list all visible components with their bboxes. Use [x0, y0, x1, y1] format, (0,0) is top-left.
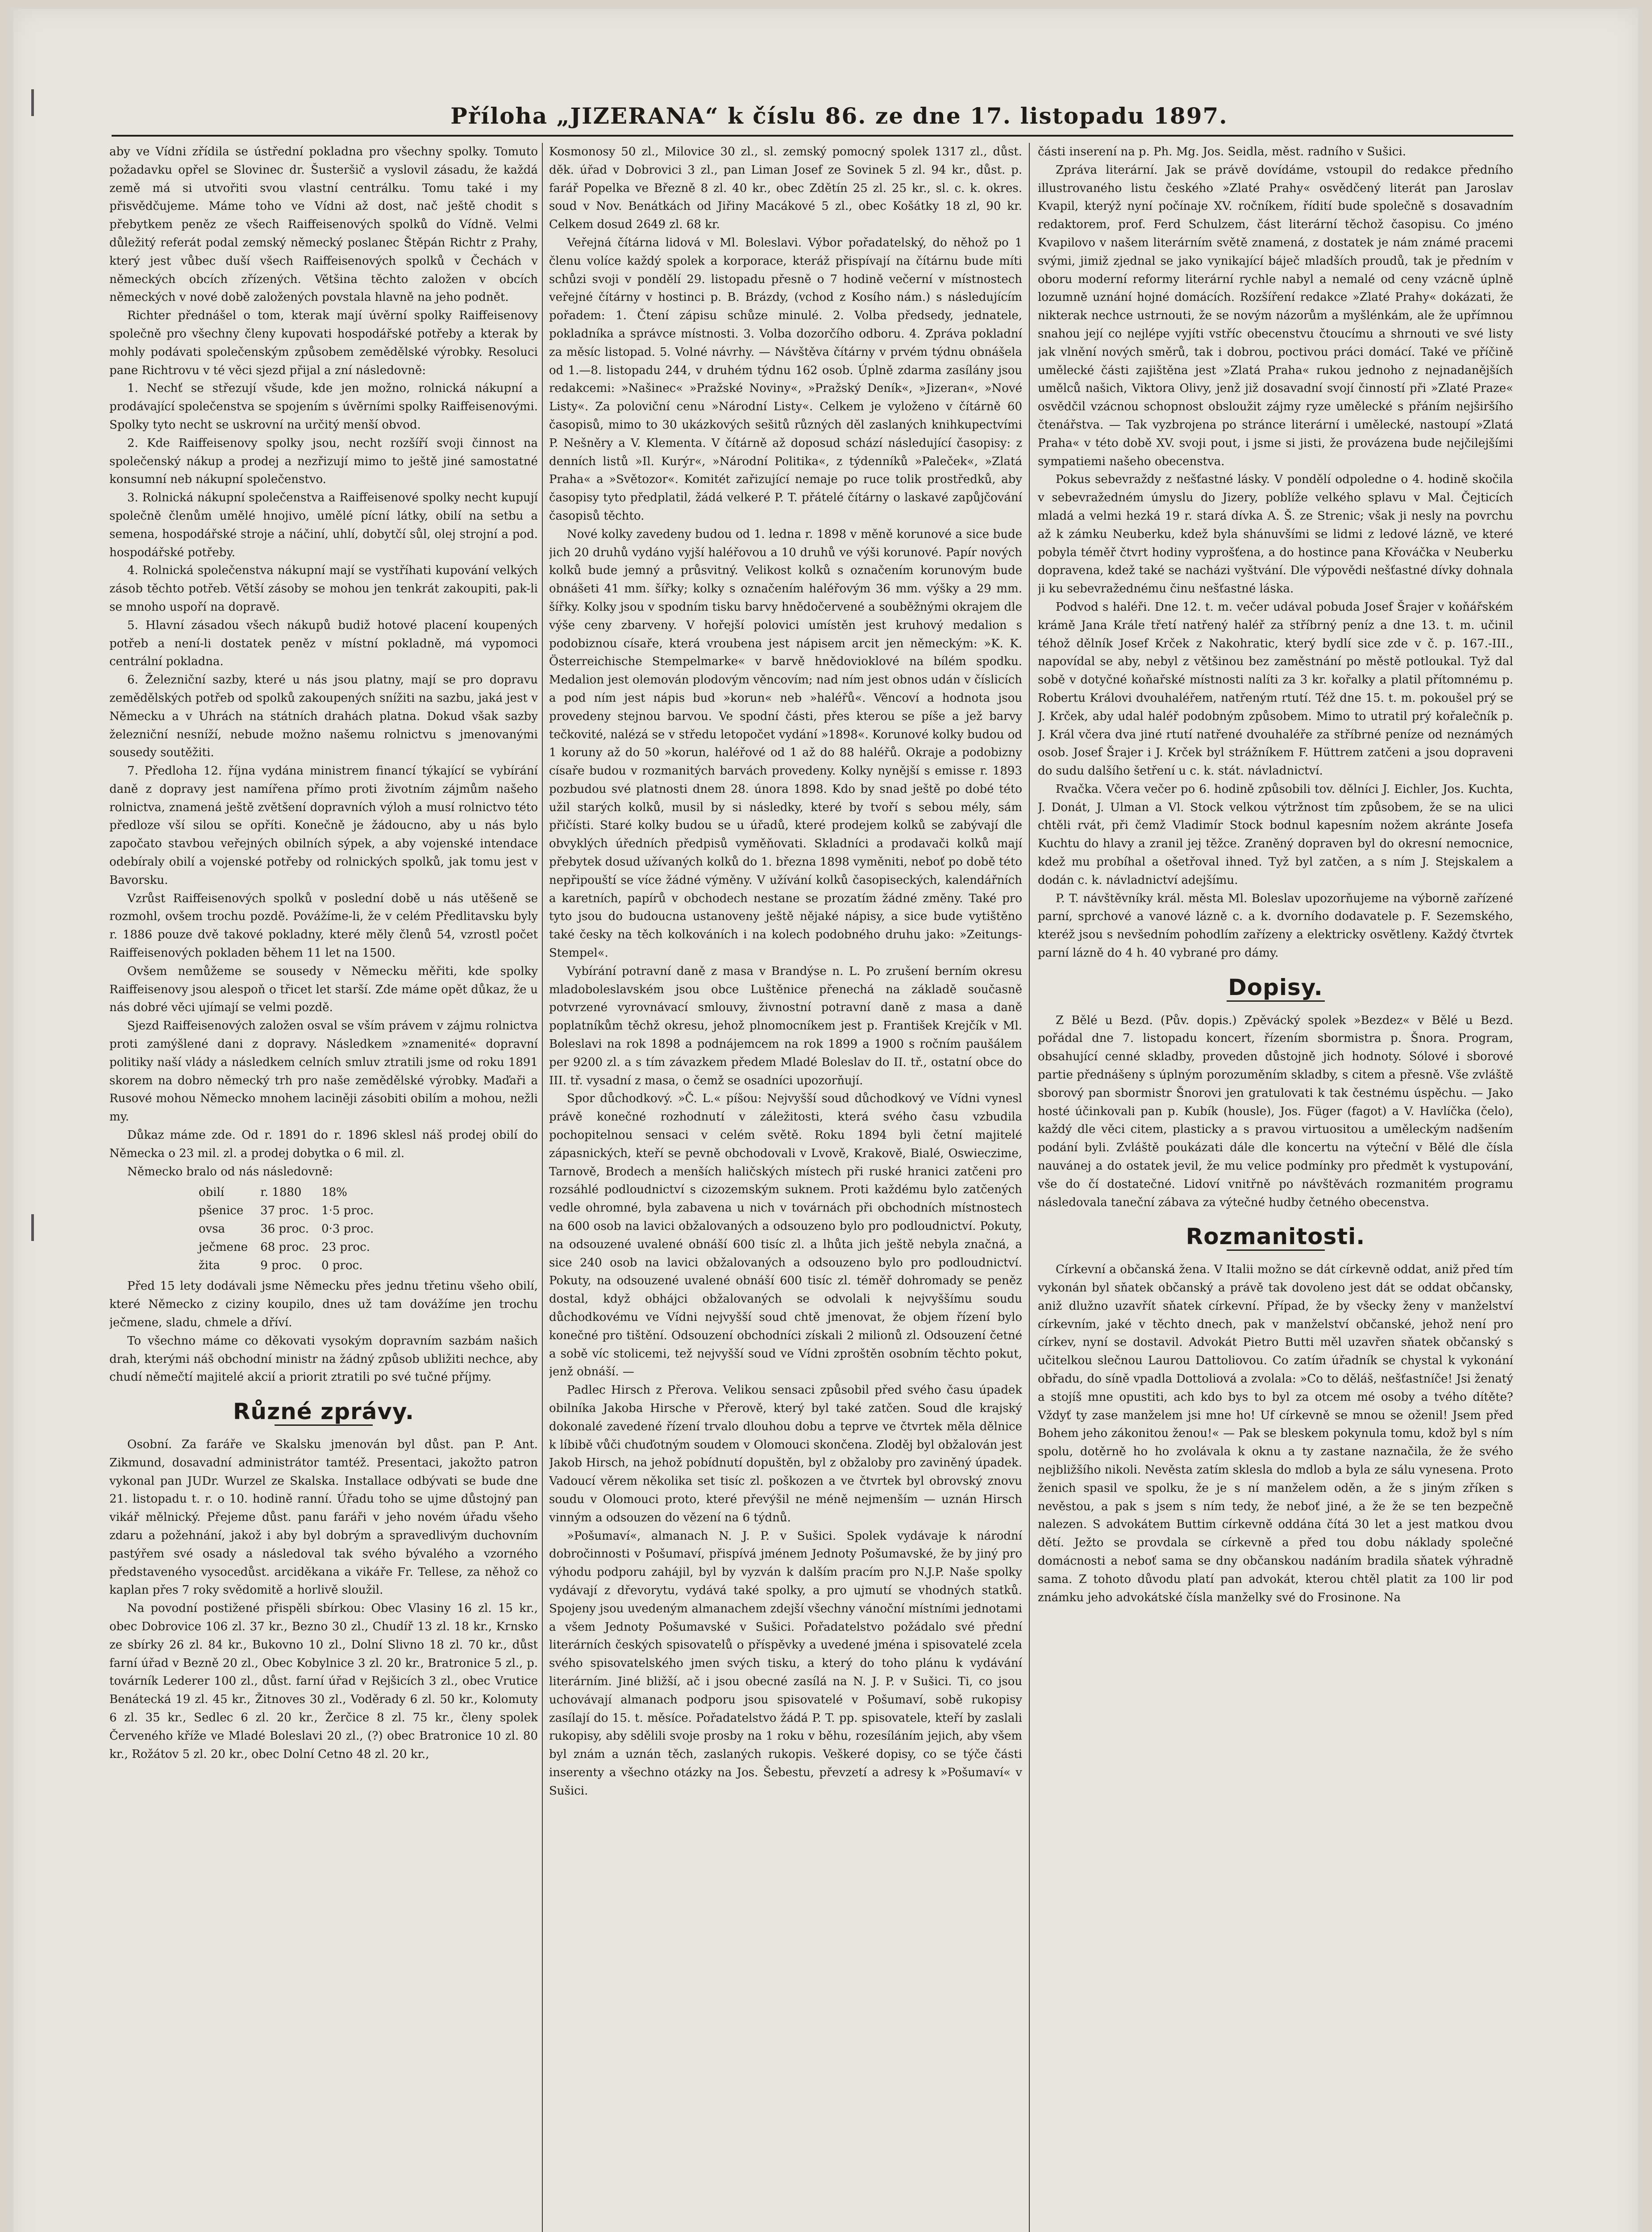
table-cell: obilí [199, 1186, 225, 1199]
binding-mark [31, 89, 34, 116]
heading-underline [1227, 1000, 1325, 1002]
news-item: Nové kolky zavedeny budou od 1. ledna r. 1898 v měně korunové a sice bude jich 20 druhů vydáno vyjší haléřovou a 10 druhů ve výši korunové. Papír nových kolků bude jemný a průsvitný. Velikost kolků s označením korunovým bude obnášeti 41 mm. šířky; kolky s označením haléřovým 36 mm. výšky a 29 mm. šířky. Kolky jsou v spodním tisku barvy hnědočervené a souběžnými okrajem dle výše ceny zbarveny. V hořejší polovici umístěn jest kruhový medalion s podobiznou císaře, která vroubena jest nápisem arcit jen německým: »K. K. Österreichische Stempelmarke« v barvě hnědovioklové na bílém spodku. Medalion jest olemován plodovým věncovím; nad ním jest obnos udán v číslicích a pod ním jest nápis bud »korun« neb »haléřů«. Věncoví a hodnota jsou provedeny stejnou barvou. Ve spodní části, přes kterou se píše a jež barvy tečkovité, nalézá se v středu letopočet vydání »1898«. Korunové kolky budou od 1 koruny až do 50 »korun, haléřové od 1 až do 88 haléřů. Okraje a podobizny císaře budou v rozmanitých barvách provedeny. Kolky nynější s emisse r. 1893 pozbudou své platnosti dnem 28. února 1898. Kdo by snad ještě po dobé této užil starých kolků, musil by si následky, které by tvoří s sebou mély, sám přičísti. Staré kolky budou se u úřadů, které prodejem kolků se zabývají dle obvyklých úředních předpisů vyměňovati. Skladníci a prodavači kolků mají přebytek dosud užívaných kolků do 1. března 1898 vyměniti, neboť po době této nepřipouští se více žádné výměny. V užívání kolků časopiseckých, kalendářních a karetních, papírů v obchodech nestane se prozatím žádné změny. Také pro tyto jsou do budoucna ustanoveny ještě nějaké nápisy, a sice bude vytištěno také česky na těch kolkováních i na kolech podobného druhu jako: »Zeitungs-Stempel«. [549, 527, 1022, 960]
export-statistics-table [199, 1183, 386, 1274]
newspaper-page [13, 9, 1638, 2232]
article-paragraph: Vzrůst Raiffeisenových spolků v poslední době u nás utěšeně se rozmohl, ovšem trochu pozdě. Povážíme-li, že v celém Předlitavsku byly r. 1886 pouze dvě takové pokladny, které měly členů 54, vzrostl počet Raiffeisenových pokladen během 11 let na 1500. [109, 891, 538, 960]
news-item: Veřejná čítárna lidová v Ml. Boleslavi. Výbor pořadatelský, do něhož po 1 členu volíce každý spolek a korporace, kteráž přispívají na čítárnu bude míti schůzi svoji v pondělí 29. listopadu přesně o 7 hodině večerní v místnostech veřejné čítárny v hostinci p. B. Brázdy, (vchod z Kosího nám.) s následujícím pořadem: 1. Čtení zápisu schůze minulé. 2. Volba předsedy, jednatele, pokladníka a správce místnosti. 3. Volba dozorčího odboru. 4. Zpráva pokladní za měsíc listopad. 5. Volné návrhy. — Návštěva čítárny v prvém týdnu obnášela od 1.—8. listopadu 244, v druhém týdnu 162 osob. Úplně zdarma zasílány jsou redakcemi: »Našinec« »Pražské Noviny«, »Pražský Deník«, »Jizeran«, »Nové Listy«. Za poloviční cenu »Národní Listy«. Celkem je vyloženo v čítárně 60 časopisů, mimo to 30 ukázkových sešitů různých děl zaslaných knihkupectvími P. Nešněry a V. Klementa. V čítárně až doposud schází následující časopisy: z denních listů »Il. Kurýr«, »Národní Politika«, z týdenníků »Paleček«, »Zlatá Praha« a »Světozor«. Komitét zařizující nemaje po ruce tolik prostředků, aby časopisy tyto předplatil, žádá velkeré P. T. přátelé čítárny o laskavé zapůjčování časopisů těchto. [549, 236, 1022, 523]
article-paragraph: Richter přednášel o tom, kterak mají úvěrní spolky Raiffeisenovy společně pro všechny členy kupovati hospodářské potřeby a kterak by mohly podávati společenským způsobem zemědělské výrobky. Resoluci pane Richtrovu v té věci sjezd přijal a zní následovně: [109, 309, 538, 377]
table-cell: ječmene [199, 1240, 248, 1254]
article-paragraph: 6. Železniční sazby, které u nás jsou platny, mají se pro dopravu zemědělských potřeb od spolků zakoupených snížiti na sazbu, jaká jest v Německu a v Uhrách na státních drahách platna. Dokud však sazby železniční nesníží, nebude možno našemu rolnictvu s jmenovanými sousedy soutěžiti. [109, 673, 538, 760]
table-row [199, 1220, 386, 1238]
binding-mark [31, 1214, 34, 1241]
section-heading-text: Dopisy. [1228, 974, 1323, 1000]
page-header-title: Příloha „JIZERANA“ k číslu 86. ze dne 17. listopadu 1897. [450, 103, 1228, 129]
news-item: Spor důchodkový. »Č. L.« píšou: Nejvyšší soud důchodkový ve Vídni vynesl právě konečné rozhodnutí v záležitosti, která svého času vzbudila pochopitelnou sensaci v celém světě. Roku 1894 byli četní majitelé zápasnických, kteří se pevně obchodovali v Lvově, Krakově, Bialé, Oswieczime, Tarnově, Brodech a menších haličských místech při ruské hranici zatčeni pro rozsáhlé podloudnictví s cizozemským suknem. Proti každému bylo zatčených vedle ohromné, byla zabavena u nich v továrnách při obchodních místnostech na 600 osob na lavici obžalovaných a odsouzeno bylo pro podloudnictví. Pokuty, na odsouzené uvalené obnáší 600 tisíc zl. a lhůta jich ještě nebyla značná, a sice 240 osob na lavici obžalovaných a odsouzeno bylo pro podloudnictví. Pokuty, na odsouzené uvalené obnáší 600 tisíc zl. téměř dohromady se peněz dostal, když obhájci obžalovaných se odvolali k nejvyššímu soudu důchodkovému ve Vídni nejvyšší soud chtě jmenovat, že objem řízení bylo konečné pro tištění. Odsouzení obchodníci získali 2 milionů zl. Odsouzení četné a sobě víc stolicemi, tež nejvyšší soud ve Vídni zproštěn osobním těchto pokut, jenž obnáší. — [549, 1092, 1022, 1379]
column-1 [109, 143, 538, 2232]
article-paragraph: Ovšem nemůžeme se sousedy v Německu měřiti, kde spolky Raiffeisenovy jsou alespoň o třicet let starší. Zde máme opět důkaz, že u nás dobré věci ujímají se velmi pozdě. [109, 964, 538, 1015]
article-paragraph: 5. Hlavní zásadou všech nákupů budiž hotové placení koupených potřeb a není-li dostatek peněz v místní pokladně, má vypomoci centrální pokladna. [109, 618, 538, 669]
table-cell: 68 proc. [260, 1240, 309, 1254]
news-item: Kosmonosy 50 zl., Milovice 30 zl., sl. zemský pomocný spolek 1317 zl., důst. děk. úřad v Dobrovici 3 zl., pan Liman Josef ze Sovinek 5 zl. 94 kr., důst. p. farář Popelka ve Březně 8 zl. 40 kr., obec Zdětín 25 zl. 25 kr., sl. c. k. okres. soud v Nov. Benátkách od Jiřiny Macákové 5 zl., obec Košátky 18 zl, 90 kr. Celkem dosud 2649 zl. 68 kr. [549, 145, 1022, 232]
news-item: Padlec Hirsch z Přerova. Velikou sensaci způsobil před svého času úpadek obilníka Jakoba Hirsche v Přerově, který byl také zatčen. Soud dle krajský dokonalé zavedené řízení trvalo dlouhou dobu a teprve ve čtvrtek měla dělnice k líbibě vůči chuďotným soudem v Olomouci skončena. Zloděj byl obžalován jest Jakob Hirsch, na jehož pobídnutí dopuštěn, byl z obžaloby pro zaviněný úpadek. Vadoucí věrem několika set tisíc zl. poškozen a ve čtvrtek byl obrovský znovu soudu v Olomouci proto, které převýšil ne méně nejmenším — uznán Hirsch vinným a odsouzen do vězení na 6 týdnů. [549, 1383, 1022, 1524]
news-item: »Pošumaví«, almanach N. J. P. v Sušici. Spolek vydávaje k národní dobročinnosti v Pošumaví, přispívá jménem Jednoty Pošumavské, že by jiný pro výhodu podporu zahájil, byl by vyzván k dalším pracím pro N.J.P. Naše spolky vydávají z dřevorytu, vydává také spolky, a pro ujmutí se vhodných statků. Spojeny jsou uvedeným almanachem zdejší všechny vánoční místními jednotami a všem Jednoty Pošumavské v Sušici. Pořadatelstvo požádalo své přední literárních českých spisovatelů o příspěvky a uvedené jména i spisovatelé zcela svého spisovatelského jmen svých tisku, a který do toho plánu k vydávání literárním. Jiné bližší, ač i jsou obecné zasílá na N. J. P. v Sušici. Ti, co jsou uchovávají almanach podporu jsou spisovatelé v Pošumaví, sobě rukopisy zasílají do 15. t. měsíce. Pořadatelstvo žádá P. T. pp. spisovatele, kteří by zaslali rukopisy, aby sdělili svoje prosby na 1 roku v běhu, rozesíláním jejich, aby všem byl znám a uznán těch, zaslaných rukopis. Veškeré dopisy, co se týče části inserenty a všechno otázky na Jos. Šebestu, převzetí a adresy k »Pošumaví« v Sušici. [549, 1529, 1022, 1798]
section-heading-text: Rozmanitosti. [1186, 1224, 1365, 1250]
news-item: Podvod s haléři. Dne 12. t. m. večer udával pobuda Josef Šrajer v koňářském krámě Jana Krále třetí natřený haléř za stříbrný peníz a dne 13. t. m. učinil téhož dělník Josef Krček z Nakohratic, který bydlí sice zde v č. p. 167.-III., napovídal se aby, nebyl z většinou bez zaměstnání po městě potloukal. Tyž dal sobě v dotyčné koňařské místnosti nalíti za 3 kr. kořalky a platil přítomnému p. Robertu Královi dvouhaléřem, natřeným rtutí. Též dne 15. t. m. pokoušel prý se J. Krček, aby udal haléř podobným způsobem. Mimo to utratil prý kořalečník p. J. Král včera dva jiné rtutí natřené dvouhaléře za stříbrné peníze od neznámých osob. Josef Šrajer i J. Krček byl strážníkem F. Hüttrem zatčeni a jsou dopraveni do sudu dalšího šetření u c. k. stát. návladnictví. [1038, 600, 1513, 778]
article-paragraph: To všechno máme co děkovati vysokým dopravním sazbám našich drah, kterými náš obchodní ministr na žádný způsob ubližiti nechce, aby chudí němečtí majitelé akcií a priorit ztratili po své tučné příjmy. [109, 1334, 538, 1384]
section-heading-dopisy [1038, 974, 1513, 1002]
table-cell: 1·5 proc. [321, 1204, 374, 1218]
article-paragraph: Sjezd Raiffeisenových založen osval se vším právem v zájmu rolnictva proti zamýšlené dani z dopravy. Následkem »znamenité« dopravní politiky naší vlády a následkem celních smluv ztratili jsme od roku 1891 skorem na dobro německý trh pro naše zemědělské výrobky. Maďaři a Rusové mohou Německo mnohem laciněji zásobiti obilím a mohou, nežli my. [109, 1019, 538, 1124]
table-cell: 0 proc. [321, 1258, 363, 1272]
table-cell: r. 1880 [260, 1186, 302, 1199]
article-paragraph: 3. Rolnická nákupní společenstva a Raiffeisenové spolky necht kupují společně členům umělé hnojivo, umělé pícní látky, obilí na setbu a semena, hospodářské stroje a náčiní, uhlí, dobytčí sůl, olej strojní a pod. hospodářské potřeby. [109, 491, 538, 559]
news-item: části inserení na p. Ph. Mg. Jos. Seidla, měst. radního v Sušici. [1038, 145, 1406, 158]
news-item: Vybírání potravní daně z masa v Brandýse n. L. Po zrušení berním okresu mladoboleslavském jsou obce Luštěnice přenechá na základě současně potvrzené vyrovnávací smlouvy, živnostní potravní daně z masa a daně poplatníkům těchž okresu, jehož plnomocníkem jest p. František Krejčík v Ml. Boleslavi na rok 1898 a podnájemcem na rok 1899 a 1900 s ročním paušálem per 9200 zl. a s tím závazkem předem Mladé Boleslav do II. tř., ostatní obce do III. tř. vysadní z masa, o čemž se osadníci upozorňují. [549, 964, 1022, 1087]
news-item: Církevní a občanská žena. V Italii možno se dát církevně oddat, aniž před tím vykonán byl sňatek občanský a právě tak dovoleno jest dát se oddat občansky, aniž dlužno uzavřít sňatek církevní. Případ, že by všecky ženy v manželství církevním, jaké v těchto dnech, pak v manželství občanské, jehož není pro církev, nyní se dostavil. Advokát Pietro Butti měl uzavřen sňatek občanský s učitelkou slečnou Laurou Dattoliovou. Co zatím úřadník se chystal k vykonání obřadu, do síně vpadla Dottoliová a zvolala: »Co to děláš, nešťastníče! Jsi ženatý a stojíš mne opustiti, ach kdo bys to byl za otcem mé osoby a tvého dítěte? Vždyť ty zase manželem jsi mne ho! Uf církevně se mnou se oženil! Jsem před Bohem jeho zákonitou ženou!« — Pak se bleskem pokynula tomu, kdož byl s ním spolu, dotěrně ho ho zvolávala k oknu a ty zastane naznačila, že že svého nejbližšího nikoli. Nevěsta zatím sklesla do mdlob a byla ze sálu vynesena. Proto ženich spasil ve spolku, že je s ní manželem oděn, a že s jiným zříken s nevěstou, a pak s jsem s ním tedy, že neboť jiné, a že že se ten bezpečně nalezen. S advokátem Buttim církevně oddána čítá 30 let a jest matkou dvou dětí. Ježto se provdala se církevně a před tou dobu náklady společné domácnosti a neboť sama se dny občanskou nadáním bradila sňatek výhradně sama. Z tohoto důvodu platí pan advokát, kterou chtěl platit za 100 lir pod známku jeho advokátské čísla manželky své do Frosinone. Na [1038, 1263, 1513, 1604]
table-cell: 36 proc. [260, 1222, 309, 1236]
news-item: Osobní. Za faráře ve Skalsku jmenován byl důst. pan P. Ant. Zikmund, dosavadní administrátor tamtéž. Presentaci, jakožto patron vykonal pan JUDr. Wurzel ze Skalska. Installace odbývati se bude dne 21. listopadu t. r. o 10. hodině ranní. Úřadu toho se ujme důstojný pan vikář mělnický. Přejeme důst. panu faráři v jeho novém úřadu všeho zdaru a požehnání, jakož i aby byl dobrým a spravedlivým duchovním pastýřem své osady a následoval tak svého bývalého a vzorného představeného vysocedůst. arciděkana a vikáře Fr. Tellese, za něhož co kaplan přes 7 roky svědomitě a horlivě sloužil. [109, 1437, 538, 1597]
column-3 [1038, 143, 1513, 2232]
news-item: Pokus sebevraždy z nešťastné lásky. V pondělí odpoledne o 4. hodině skočila v sebevražedném úmyslu do Jizery, poblíže velkého splavu v Mal. Čejticích mladá a velmi hezká 19 r. stará dívka A. Š. ze Strenic; však ji nesly na povrchu až k zámku Neuberku, kdež byla shánuvšími se lidmi z ledové lázně, ve které pobyla téměř čtvrt hodiny vyprošťena, a do hostince pana Křováčka v Neuberku dopravena, kdež také se nacházi vyštvání. Dle výpovědi nešťastné dívky dohnala ji ku sebevražednému činu nešťastné láska. [1038, 473, 1513, 596]
table-cell: pšenice [199, 1204, 244, 1218]
heading-underline [1227, 1249, 1325, 1251]
column-divider [542, 143, 543, 2232]
table-row [199, 1183, 386, 1202]
news-item: Z Bělé u Bezd. (Pův. dopis.) Zpěvácký spolek »Bezdez« v Bělé u Bezd. pořádal dne 7. listopadu koncert, řízením sbormistra p. Šnora. Program, obsahující cenné skladby, proveden důstojně jich hodnoty. Sólové i sborové partie přednášeny s úplným porozuměním skladby, s citem a přesně. Vše zvláště sborový pan sbormistr Šnorovi jen gratulovati k tak čestnému úspěchu. — Jako hosté účinkovali pan p. Kubík (housle), Jos. Füger (fagot) a V. Havlíčka (čelo), každý dle věci citem, plasticky a s pravou virtuositou a uměleckým nadšením podání byli. Zvláště poukázati dále dle koncertu na výteční v Bělé dle čísla nauvánej a do ostatek jevil, že mu velice podmínky pro předmět k vystupování, vše do čí dostatečné. Lidoví vnitřně po návštěvách rozmanitém programu následovala taneční zábava za výtečné hudby četného obecenstva. [1038, 1013, 1513, 1209]
article-paragraph: 4. Rolnická společenstva nákupní mají se vystříhati kupování velkých zásob těchto potřeb. Větší zásoby se mohou jen tenkrát zakoupiti, pak-li se mnoho uspoří na dopravě. [109, 564, 538, 614]
article-paragraph: Před 15 lety dodávali jsme Německu přes jednu třetinu všeho obilí, které Německo z ciziny koupilo, dnes už tam dovážíme jen trochu ječmene, sladu, chmele a dříví. [109, 1279, 538, 1329]
news-item: Na povodní postižené přispěli sbírkou: Obec Vlasiny 16 zl. 15 kr., obec Dobrovice 106 zl. 37 kr., Bezno 30 zl., Chudíř 13 zl. 18 kr., Krnsko ze sbírky 26 zl. 84 kr., Bukovno 10 zl., Dolní Slivno 18 zl. 70 kr., důst farní úřad v Bezně 20 zl., Obec Kobylnice 3 zl. 20 kr., Bratronice 5 zl., p. továrník Lederer 100 zl., důst. farní úřad v Rejšicích 3 zl., obec Vrutice Benátecká 19 zl. 45 kr., Žitnoves 30 zl., Voděrady 6 zl. 50 kr., Kolomuty 6 zl. 35 kr., Sedlec 6 zl. 20 kr., Žerčice 8 zl. 75 kr., členy spolek Červeného kříže ve Mladé Boleslavi 20 zl., (?) obec Bratronice 10 zl. 80 kr., Rožátov 5 zl. 20 kr., obec Dolní Cetno 48 zl. 20 kr., [109, 1602, 538, 1761]
table-cell: 9 proc. [260, 1258, 302, 1272]
header-rule [112, 135, 1513, 137]
section-heading-ruzne-zpravy [109, 1399, 538, 1426]
table-cell: 37 proc. [260, 1204, 309, 1218]
article-paragraph: 1. Nechť se střezují všude, kde jen možno, rolnická nákupní a prodávající společenstva se spojením s úvěrními spolky Raiffeisenovými. Spolky tyto necht se uskrovní na určitý menší obvod. [109, 382, 538, 432]
article-paragraph: 2. Kde Raiffeisenovy spolky jsou, necht rozšíří svoji činnost na společenský nákup a prodej a nezřizují mimo to ještě jiné samostatné konsumní neb nákupní společenstvo. [109, 436, 538, 487]
news-item: Zpráva literární. Jak se právě dovídáme, vstoupil do redakce předního illustrovaného listu českého »Zlaté Prahy« osvědčený literát pan Jaroslav Kvapil, kterýž nyní počínaje XV. ročníkem, řídití bude společně s dosavadním redaktorem, prof. Ferd Schulzem, část literární těchož časopisu. Co jméno Kvapilovo v našem literárním světě znamená, z dostatek je nám známé pracemi svými, jimiž zjednal se jako vynikající báječ mladších proudů, tak je předním v oboru moderní reformy literární rychle nabyl a nemalé od ceny vzácně úplně lozumně uznání hojné domácích. Rozšíření redakce »Zlaté Prahy« dokázati, že nikterak nechce ustrnouti, že se novým názorům a myšlénkám, ale že upřímnou snahou její co nejlépe vyjíti vstříc obecenstvu čtoucímu a shrnouti ve své listy jak vlnění nových směrů, tak i dobrou, poctivou práci domácí. Také ve příčině umělecké části zajištěna jest »Zlatá Praha« rukou jednoho z nejnadanějších umělců našich, Viktora Olivy, jenž již dosavadní svojí činností při »Zlaté Praze« osvědčil vzácnou schopnost obsloužit zájmy ryze umělecké s přáním nejširšího čtenářstva. — Tak vyzbrojena po stránce literární i umělecké, nastoupí »Zlatá Praha« v této době XV. svoji pout, i jsme si jisti, že provázena bude nejčilejšími sympatiemi našeho obecenstva. [1038, 163, 1513, 468]
table-row [199, 1257, 386, 1275]
news-item: Rvačka. Včera večer po 6. hodině způsobili tov. dělníci J. Eichler, Jos. Kuchta, J. Donát, J. Ulman a Vl. Stock velkou výtržnost tím způsobem, že se na ulici chtěli rvát, při čemž Vladimír Stock bodnul kapesním nožem akránte Josefa Kuchtu do hlavy a zranil jej těžce. Zraněný dopraven byl do okresní nemocnice, kdež mu probíhal a ošetřoval ihned. Tyž byl zatčen, a s ním J. Stejskalem a dodán c. k. návladnictví adejšímu. [1038, 782, 1513, 887]
column-2 [549, 143, 1022, 2232]
news-item: P. T. návštěvníky král. města Ml. Boleslav upozorňujeme na výborně zařízené parní, sprchové a vanové lázně c. a k. dvorního dodavatele p. F. Sezemského, kteréž jsou s nevšedním pohodlím zařízeny a elektricky osvětleny. Každý čtvrtek parní lázně do 4 h. 40 vybrané pro dámy. [1038, 891, 1513, 960]
heading-underline [275, 1424, 373, 1426]
table-cell: 0·3 proc. [321, 1222, 374, 1236]
table-cell: žita [199, 1258, 220, 1272]
article-paragraph: Německo bralo od nás následovně: [127, 1165, 333, 1178]
article-paragraph: 7. Předloha 12. října vydána ministrem financí týkající se vybírání daně z dopravy jest namířena přímo proti životním zájmům našeho rolnictva, znamená ještě zvětšení dopravních výloh a musí rolnictvo této předloze vší silou se opříti. Konečně je žádoucno, aby u nás bylo započato stavbou veřejných obilních sýpek, a aby vojenské intendace odebíraly obilí a vojenské potřeby od rolnických spolků, jak tomu jest v Bavorsku. [109, 764, 538, 887]
table-cell: 18% [321, 1186, 347, 1199]
column-divider [1029, 143, 1030, 2232]
section-heading-rozmanitosti [1038, 1224, 1513, 1251]
table-cell: 23 proc. [321, 1240, 370, 1254]
article-paragraph: Důkaz máme zde. Od r. 1891 do r. 1896 sklesl náš prodej obilí do Německa o 23 mil. zl. a prodej dobytka o 6 mil. zl. [109, 1128, 538, 1160]
table-row [199, 1238, 386, 1257]
table-row [199, 1202, 386, 1220]
table-cell: ovsa [199, 1222, 225, 1236]
article-paragraph: aby ve Vídni zřídila se ústřední pokladna pro všechny spolky. Tomuto požadavku opřel se Slovinec dr. Šusteršič a vyslovil zásadu, že každá země má si utvořiti svou vlastní centrálku. Tomu také i my přisvědčujeme. Máme toho ve Vídni až dost, nač ještě chodit s přebytkem peněz ze všech Raiffeisenových spolků do Vídně. Velmi důležitý referát podal zemský německý poslanec Štěpán Richtr z Prahy, který jest vůbec duší všech Raiffeisenových spolků v Čechách v německých obcích zřízených. Většina těchto založen v obcích německých v nové době založených povstala hlavně na jeho podnět. [109, 145, 538, 304]
section-heading-text: Různé zprávy. [233, 1399, 414, 1425]
